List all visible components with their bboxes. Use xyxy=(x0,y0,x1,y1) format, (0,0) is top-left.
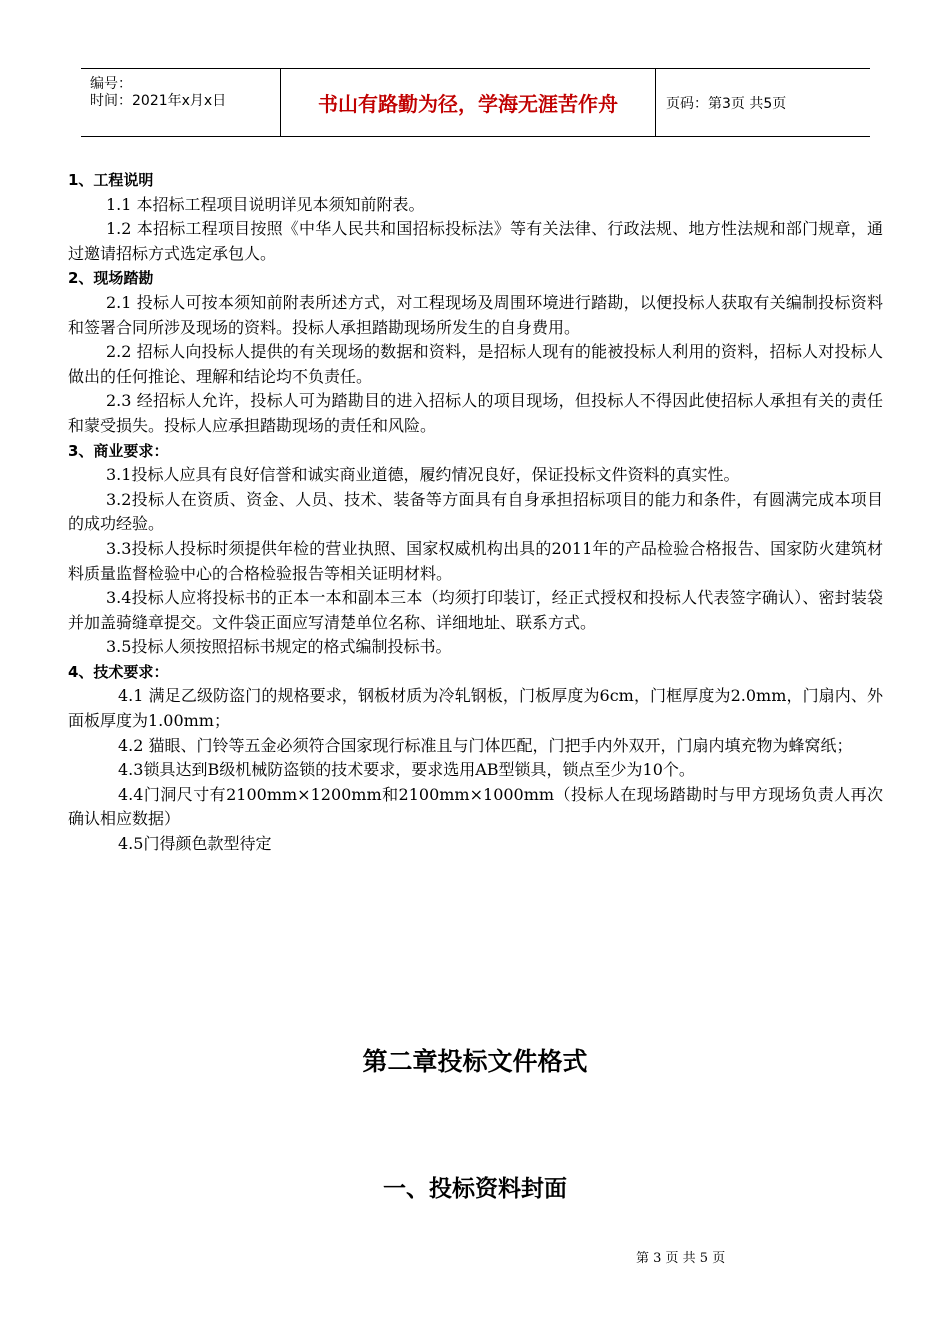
header-page-info: 页码：第3页 共5页 xyxy=(666,95,787,112)
section-heading: 3、商业要求： xyxy=(68,441,169,460)
paragraph: 4.4门洞尺寸有2100mm×1200mm和2100mm×1000mm（投标人在现场踏勘时与甲方现场负责人再次确认相应数据） xyxy=(68,784,883,829)
document-date-label: 时间：2021年x月x日 xyxy=(90,93,227,109)
subsection-title: 一、投标资料封面 xyxy=(383,1176,567,1202)
section-heading: 4、技术要求： xyxy=(68,662,169,681)
paragraph: 3.3投标人投标时须提供年检的营业执照、国家权威机构出具的2011年的产品检验合格报告、国家防火建筑材料质量监督检验中心的合格检验报告等相关证明材料。 xyxy=(68,538,883,583)
document-body xyxy=(68,168,883,857)
document-code-label: 编号： xyxy=(90,76,132,92)
paragraph: 4.3锁具达到B级机械防盗锁的技术要求，要求选用AB型锁具，锁点至少为10个。 xyxy=(118,760,695,780)
paragraph: 3.5投标人须按照招标书规定的格式编制投标书。 xyxy=(106,637,452,657)
header-info-cell xyxy=(81,69,280,136)
paragraph: 2.1 投标人可按本须知前附表所述方式，对工程现场及周围环境进行踏勘，以便投标人获取有关编制投标资料和签署合同所涉及现场的资料。投标人承担踏勘现场所发生的自身费用。 xyxy=(68,292,883,337)
paragraph: 1.1 本招标工程项目说明详见本须知前附表。 xyxy=(106,194,425,214)
section-heading: 1、工程说明 xyxy=(68,171,154,189)
section-heading: 2、现场踏勘 xyxy=(68,269,154,288)
paragraph: 4.1 满足乙级防盗门的规格要求，钢板材质为冷轧钢板，门板厚度为6cm，门框厚度为2.0mm，门扇内、外面板厚度为1.00mm； xyxy=(68,686,883,731)
page-footer: 第 3 页 共 5 页 xyxy=(636,1251,726,1266)
paragraph: 3.2投标人在资质、资金、人员、技术、装备等方面具有自身承担招标项目的能力和条件，有圆满完成本项目的成功经验。 xyxy=(68,489,883,534)
paragraph: 3.4投标人应将投标书的正本一本和副本三本（均须打印装订，经正式授权和投标人代表签字确认）、密封装袋并加盖骑缝章提交。文件袋正面应写清楚单位名称、详细地址、联系方式。 xyxy=(68,588,883,632)
page-header-table xyxy=(81,68,870,137)
paragraph: 2.2 招标人向投标人提供的有关现场的数据和资料，是招标人现有的能被投标人利用的资料，招标人对投标人做出的任何推论、理解和结论均不负责任。 xyxy=(68,342,883,386)
chapter-title: 第二章投标文件格式 xyxy=(362,1047,588,1076)
paragraph: 4.2 猫眼、门铃等五金必须符合国家现行标准且与门体匹配，门把手内外双开，门扇内填充物为蜂窝纸； xyxy=(118,735,853,755)
paragraph: 2.3 经招标人允许，投标人可为踏勘目的进入招标人的项目现场，但投标人不得因此使招标人承担有关的责任和蒙受损失。投标人应承担踏勘现场的责任和风险。 xyxy=(68,391,883,435)
header-motto: 书山有路勤为径，学海无涯苦作舟 xyxy=(318,92,618,116)
paragraph: 3.1投标人应具有良好信誉和诚实商业道德，履约情况良好，保证投标文件资料的真实性。 xyxy=(106,465,740,485)
paragraph: 1.2 本招标工程项目按照《中华人民共和国招标投标法》等有关法律、行政法规、地方性法规和部门规章，通过邀请招标方式选定承包人。 xyxy=(68,219,883,263)
paragraph: 4.5门得颜色款型待定 xyxy=(118,834,272,854)
